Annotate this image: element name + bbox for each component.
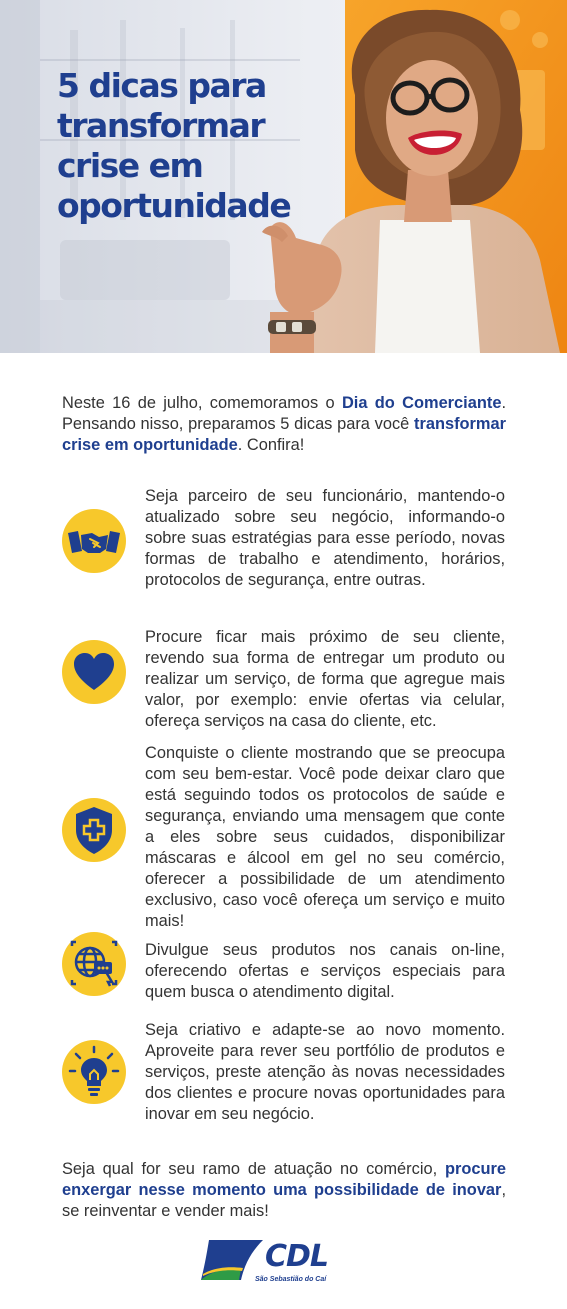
lightbulb-icon: [62, 1040, 126, 1104]
intro-paragraph: [62, 393, 506, 456]
cdl-logo-subtitle: São Sebastião do Caí: [255, 1276, 327, 1283]
closing-text: , se reinventar e vender mais!: [62, 1181, 506, 1220]
hero-title: 5 dicas para transformar crise em oportunidade: [57, 66, 291, 225]
tip-text: Procure ficar mais próximo de seu cliente, revendo sua forma de entregar um produto ou realizar um serviço, de forma que agregue mais valor, por exemplo: envie ofertas via celular, ofereça serviços na casa do cliente, etc.: [145, 628, 505, 730]
closing-highlight: procure enxergar nesse momento uma possibilidade de inovar: [62, 1160, 506, 1199]
intro-text: . Pensando nisso, preparamos 5 dicas para você: [62, 394, 506, 433]
tip-text: Seja parceiro de seu funcionário, mantendo-o atualizado sobre seu negócio, informando-o sobre suas estratégias para esse período, novas formas de trabalho e atendimento, horários, protocolos de segurança, entre outras.: [145, 487, 505, 589]
heart-icon: [62, 640, 126, 704]
hero-banner: [0, 0, 567, 353]
intro-highlight-dia-do-comerciante: Dia do Comerciante: [341, 394, 502, 412]
cdl-logo: [199, 1238, 339, 1292]
handshake-icon: [62, 509, 126, 573]
tip-item: [62, 743, 508, 930]
intro-text: . Confira!: [237, 436, 305, 454]
tip-text: Conquiste o cliente mostrando que se preocupa com seu bem-estar. Você pode deixar claro que está seguindo todos os protocolos de saúde e segurança, enviando uma mensagem que conte a eles sobre seus cuidados, disponibilizar máscaras e álcool em gel no seu comércio, oferecer a possibilidade de um atendimento exclusivo, caso você ofereça um serviço e muito mais!: [145, 744, 505, 930]
closing-text: Seja qual for seu ramo de atuação no comércio,: [62, 1160, 445, 1178]
intro-highlight-transformar-crise: transformar crise em oportunidade: [62, 415, 506, 454]
cdl-logo-name: CDL: [265, 1239, 329, 1274]
intro-text: Neste 16 de julho, comemoramos o: [62, 394, 342, 412]
closing-paragraph: [62, 1159, 506, 1222]
tip-text: Seja criativo e adapte-se ao novo momento. Aproveite para rever seu portfólio de produtos e serviços, preste atenção às novas necessidades dos clientes e procure novas oportunidades para inovar em seu negócio.: [145, 1021, 505, 1123]
tip-text: Divulgue seus produtos nos canais on-line, oferecendo ofertas e serviços especiais para quem busca o atendimento digital.: [145, 941, 505, 1001]
tip-item: [62, 1020, 508, 1160]
shield-cross-icon: [62, 798, 126, 862]
tip-item: [62, 486, 508, 626]
globe-online-icon: [62, 932, 126, 996]
